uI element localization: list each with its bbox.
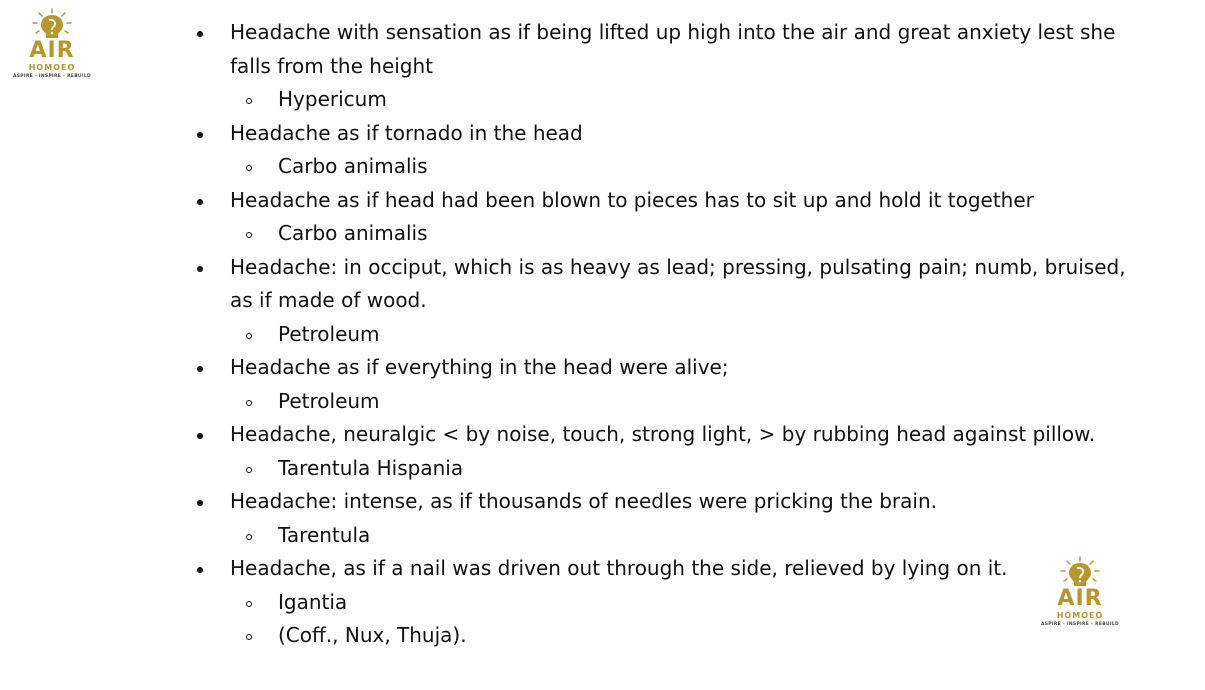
bullet-icon bbox=[196, 16, 204, 50]
remedy-text: Igantia bbox=[278, 589, 348, 614]
circle-bullet-icon bbox=[246, 150, 254, 184]
remedy-item bbox=[196, 385, 1136, 419]
bullet-icon bbox=[196, 485, 204, 519]
circle-bullet-icon bbox=[246, 318, 254, 352]
remedy-item bbox=[196, 150, 1136, 184]
bullet-icon bbox=[196, 184, 204, 218]
remedy-text: Carbo animalis bbox=[278, 154, 428, 178]
remedy-item bbox=[196, 586, 1136, 620]
headache-list bbox=[196, 16, 1136, 653]
remedy-text: Carbo animalis bbox=[278, 221, 428, 245]
symptom-text: Headache as if tornado in the head bbox=[230, 120, 583, 145]
bullet-icon bbox=[196, 351, 204, 385]
remedy-text: Petroleum bbox=[278, 388, 380, 413]
bullet-icon bbox=[196, 251, 204, 285]
circle-bullet-icon bbox=[246, 586, 254, 620]
bullet-icon bbox=[196, 552, 204, 586]
symptom-text: Headache, as if a nail was driven out through the side, relieved by lying on it. bbox=[230, 556, 1008, 580]
list-item bbox=[196, 117, 1136, 151]
lightbulb-icon bbox=[30, 8, 74, 42]
bullet-icon bbox=[196, 418, 204, 452]
list-item bbox=[196, 184, 1136, 218]
logo-wordmark: AIR bbox=[29, 38, 75, 63]
circle-bullet-icon bbox=[246, 217, 254, 251]
bullet-icon bbox=[196, 117, 204, 151]
air-homoeo-logo bbox=[1040, 556, 1120, 628]
remedy-item bbox=[196, 217, 1136, 251]
remedy-text: (Coff., Nux, Thuja). bbox=[278, 623, 467, 647]
remedy-item bbox=[196, 83, 1136, 117]
list-item bbox=[196, 351, 1136, 385]
remedy-item bbox=[196, 519, 1136, 553]
list-item bbox=[196, 552, 1136, 586]
list-item bbox=[196, 485, 1136, 519]
circle-bullet-icon bbox=[246, 452, 254, 486]
logo-subword: HOMOEO bbox=[1056, 611, 1104, 620]
air-homoeo-logo bbox=[12, 8, 92, 80]
remedy-text: Petroleum bbox=[278, 321, 380, 346]
logo-tagline: ASPIRE - INSPIRE - REBUILD bbox=[1040, 622, 1120, 627]
logo-tagline: ASPIRE - INSPIRE - REBUILD bbox=[12, 74, 92, 79]
remedy-item bbox=[196, 619, 1136, 653]
symptom-text: Headache, neuralgic < by noise, touch, strong light, > by rubbing head against pillow. bbox=[230, 422, 1096, 446]
remedy-text: Tarentula Hispania bbox=[278, 455, 464, 480]
logo-subword: HOMOEO bbox=[28, 63, 76, 72]
symptom-text: Headache: in occiput, which is as heavy as lead; pressing, pulsating pain; numb, bruised, as if made of wood. bbox=[230, 254, 1126, 312]
remedy-text: Hypericum bbox=[278, 87, 387, 111]
symptom-text: Headache with sensation as if being lifted up high into the air and great anxiety lest she falls from the height bbox=[230, 20, 1116, 78]
list-item bbox=[196, 251, 1136, 318]
circle-bullet-icon bbox=[246, 385, 254, 419]
circle-bullet-icon bbox=[246, 83, 254, 117]
remedy-item bbox=[196, 318, 1136, 352]
list-item bbox=[196, 16, 1136, 83]
symptom-text: Headache as if everything in the head were alive; bbox=[230, 355, 729, 379]
remedy-text: Tarentula bbox=[278, 522, 371, 547]
symptom-text: Headache: intense, as if thousands of needles were pricking the brain. bbox=[230, 489, 938, 513]
list-item bbox=[196, 418, 1136, 452]
circle-bullet-icon bbox=[246, 519, 254, 553]
symptom-text: Headache as if head had been blown to pieces has to sit up and hold it together bbox=[230, 187, 1034, 212]
circle-bullet-icon bbox=[246, 619, 254, 653]
logo-wordmark: AIR bbox=[1057, 586, 1103, 611]
lightbulb-icon bbox=[1058, 556, 1102, 590]
remedy-item bbox=[196, 452, 1136, 486]
